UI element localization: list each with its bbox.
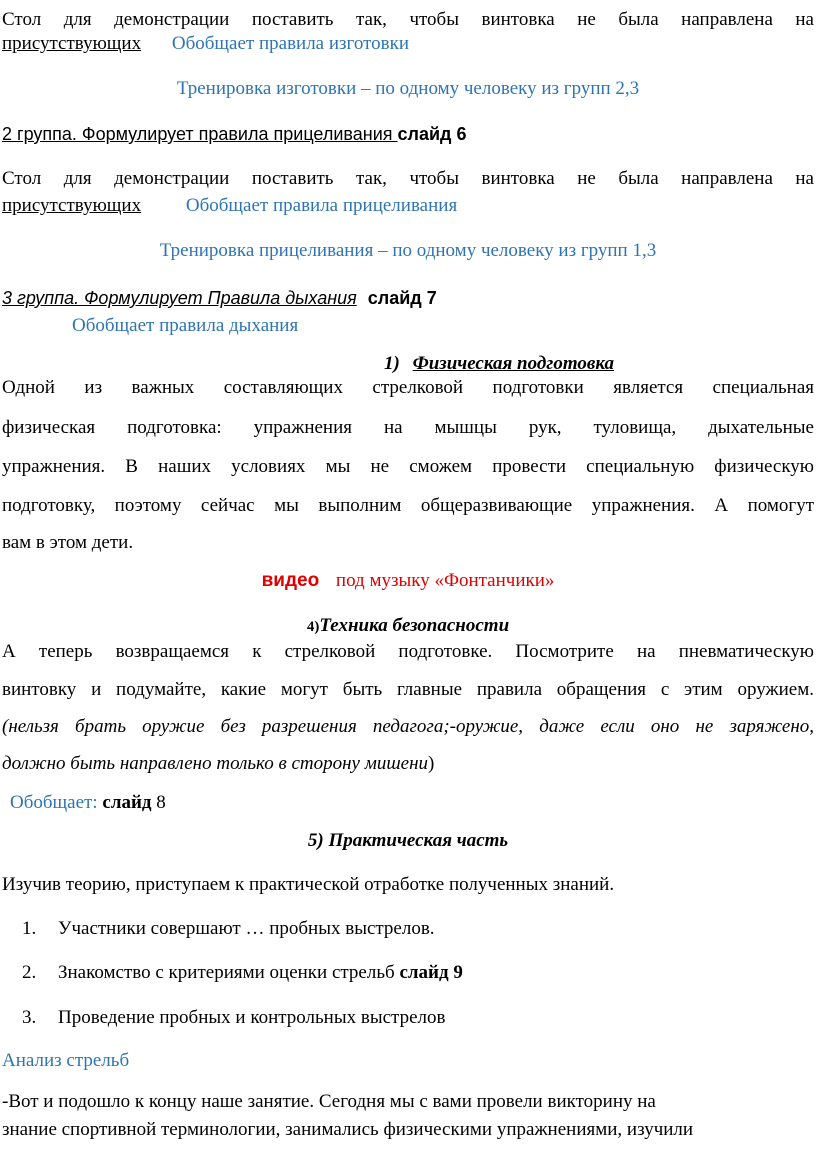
paragraph-line: упражнения. В наших условиях мы не сможем провести специальную физическую [2,456,814,477]
paragraph-line: физическая подготовка: упражнения на мышцы рук, туловища, дыхательные [2,417,814,438]
teacher-note: Обобщает правила дыхания [72,315,299,336]
list-text: Знакомство с критериями оценки стрельб [58,962,400,983]
list-number: 1. [22,918,37,939]
list-text: Проведение пробных и контрольных выстрелов [58,1007,446,1028]
list-item [22,917,435,941]
group-heading [2,122,814,146]
table-instruction-line-end [2,194,814,218]
teacher-note: Обобщает правила изготовки [171,33,410,54]
summary-line [10,791,816,815]
list-number: 2. [22,962,37,983]
paragraph-line: Одной из важных составляющих стрелковой подготовки является специальная [2,377,814,398]
list-item [22,961,463,985]
paragraph-line: подготовку, поэтому сейчас мы выполним общеразвивающие упражнения. А помогут [2,495,814,516]
table-instruction-line: Стол для демонстрации поставить так, чтобы винтовка не была направлена на [2,9,814,30]
section-title: 5) Практическая часть [307,830,509,851]
video-line [2,569,814,593]
slide-word: слайд [102,792,152,813]
paragraph-line: -Вот и подошло к концу наше занятие. Сегодня мы с вами провели викторину на [2,1091,656,1112]
slide-ref: слайд 6 [397,124,467,144]
section-number: 1) [384,353,400,374]
list-number: 3. [22,1007,37,1028]
analysis-heading: Анализ стрельб [2,1050,130,1071]
video-label: видео [261,570,320,591]
paragraph-line: А теперь возвращаемся к стрелковой подготовке. Посмотрите на пневматическую [2,641,814,662]
paragraph-line: винтовку и подумайте, какие могут быть главные правила обращения с этим оружием. [2,679,814,700]
paragraph-line: знание спортивной терминологии, занимались физическими упражнениями, изучили [2,1119,694,1140]
closing-paren: ) [428,753,435,774]
list-item [22,1006,445,1030]
group-heading-text: 3 группа. Формулирует Правила дыхания [2,288,357,308]
slide-ref: слайд 9 [399,962,463,983]
training-line: Тренировка прицеливания – по одному человеку из групп 1,3 [159,240,657,261]
video-caption: под музыку «Фонтанчики» [335,570,555,591]
section-title [2,614,814,639]
table-instruction-line: Стол для демонстрации поставить так, чтобы винтовка не была направлена на [2,168,814,189]
section-title-text: Техника безопасности [319,615,510,636]
section-number: 4) [306,619,320,635]
training-line: Тренировка изготовки – по одному человеку из групп 2,3 [176,78,640,99]
underlined-word: присутствующих [2,195,142,216]
italic-line-end [2,752,814,776]
underlined-word: присутствующих [2,33,142,54]
section-title-text: Физическая подготовка [412,353,614,374]
slide-ref: слайд 7 [367,288,437,308]
summary-label: Обобщает: [10,792,98,813]
paragraph-line: Изучив теорию, приступаем к практической отработке полученных знаний. [2,874,615,895]
paragraph-line: вам в этом дети. [2,532,134,553]
slide-number: 8 [156,792,166,813]
group-heading-text: 2 группа. Формулирует правила прицеливания [2,124,398,144]
list-text: Участники совершают … пробных выстрелов. [58,918,435,939]
italic-text: должно быть направлено только в сторону мишени [2,753,429,774]
section-title [384,352,684,376]
table-instruction-line-end [2,32,814,56]
italic-line: (нельзя брать оружие без разрешения педагога;-оружие, даже если оно не заряжено, [2,716,814,737]
teacher-note: Обобщает правила прицеливания [185,195,458,216]
group-heading [2,286,814,310]
